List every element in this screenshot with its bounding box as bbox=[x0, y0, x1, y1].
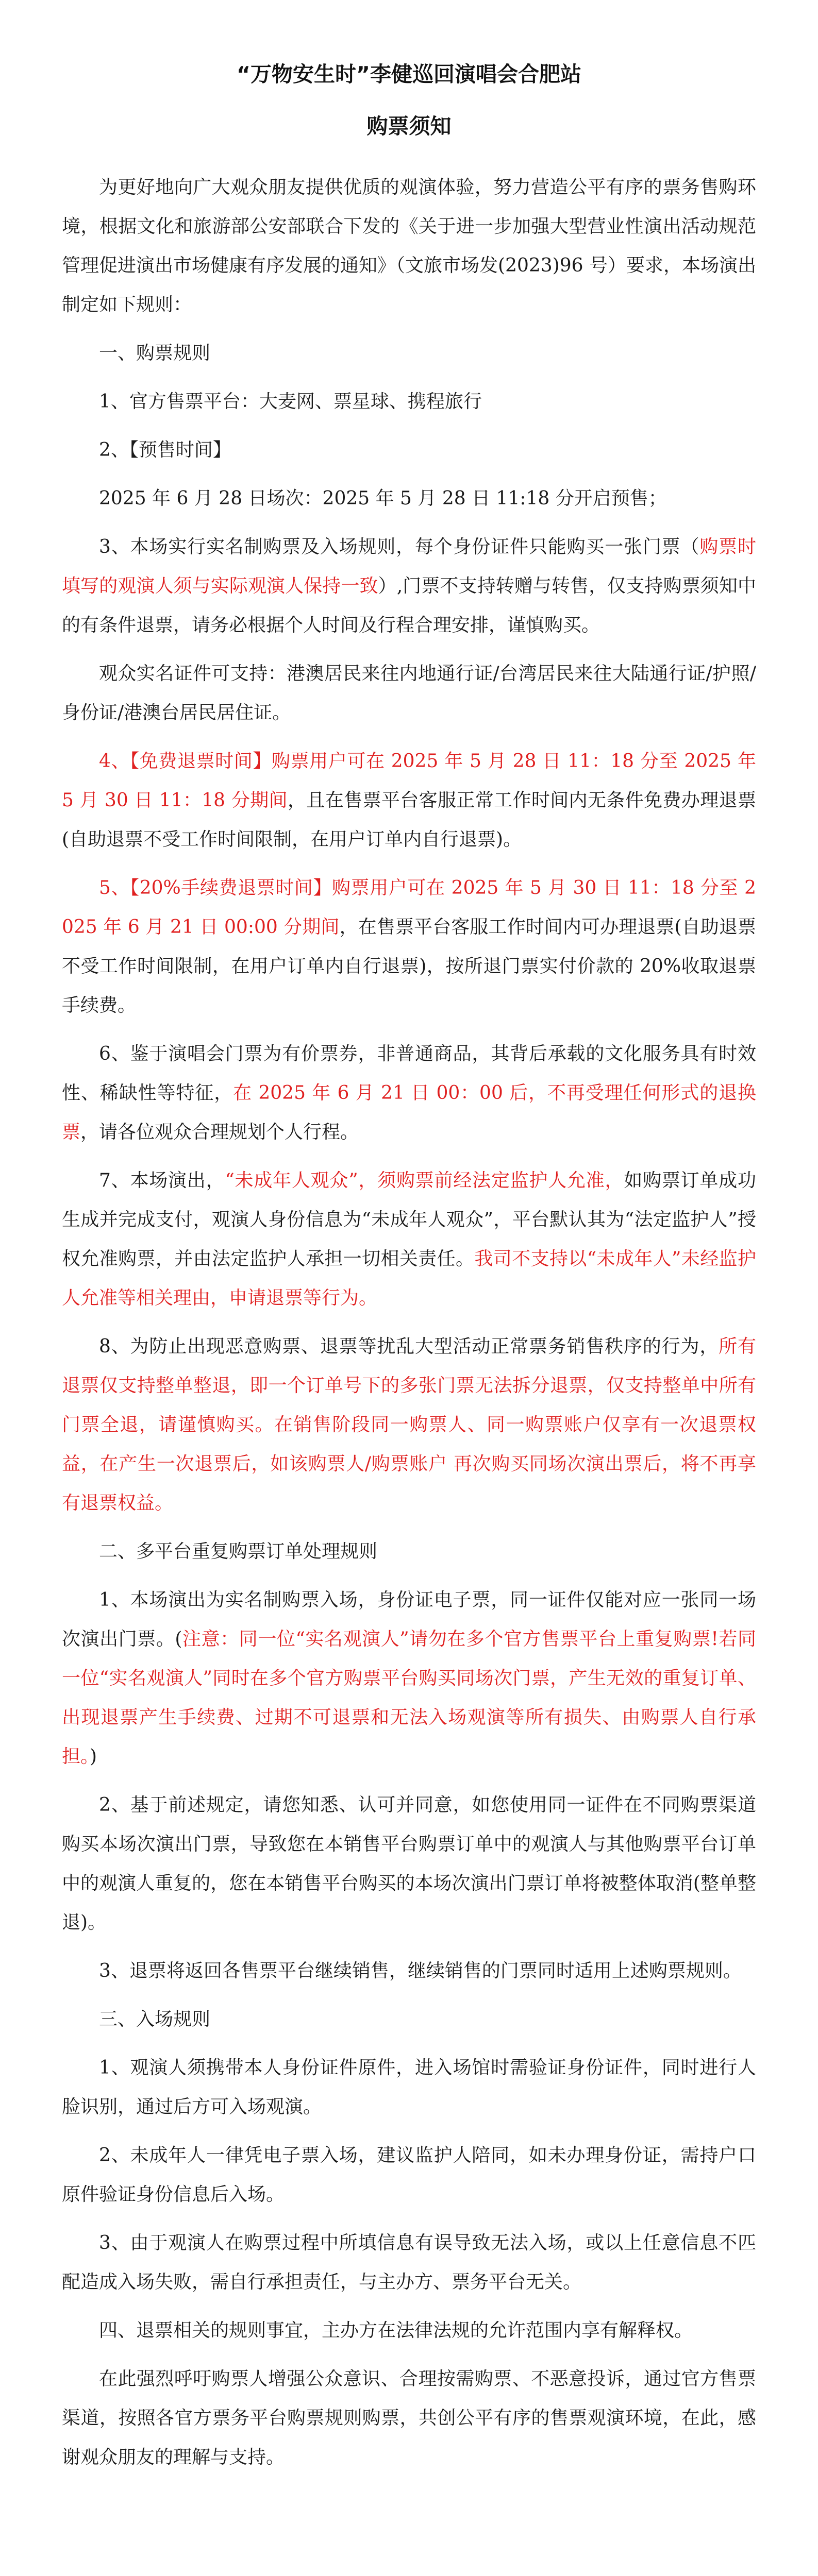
rule-minors-highlight-1: “未成年人观众”，须购票前经法定监护人允准， bbox=[225, 1170, 624, 1192]
rule-real-name-text-a: 3、本场实行实名制购票及入场规则，每个身份证件只能购买一张门票（ bbox=[99, 536, 700, 558]
rule-real-name-highlight: 购票时填写的观演人须与实际观演人保持一致 bbox=[62, 536, 756, 597]
rule-no-refund-text-a: 6、鉴于演唱会门票为有价票券，非普通商品，其背后承载的文化服务具有时效性、稀缺性等特征， bbox=[62, 1043, 756, 1104]
rule-presale-heading: 2、【预售时间】 bbox=[99, 439, 231, 461]
rule-real-name bbox=[62, 528, 756, 645]
rule-no-refund-after bbox=[62, 1035, 756, 1152]
rule-duplicate-cancellation: 2、基于前述规定，请您知悉、认可并同意，如您使用同一证件在不同购票渠道购买本场次演出门票，导致您在本销售平台购票订单中的观演人与其他购票平台订单中的观演人重复的，您在本销售平台购买的本场次演出门票订单将被整体取消(整单整退)。 bbox=[62, 1794, 756, 1934]
section-interpretation-right: 四、退票相关的规则事宜，主办方在法律法规的允许范围内享有解释权。 bbox=[99, 2320, 693, 2342]
rule-real-name-text-b: ）,门票不支持转赠与转售，仅支持购票须知中的有条件退票，请务必根据个人时间及行程合理安排，谨慎购买。 bbox=[62, 575, 756, 636]
rule-whole-order-highlight: 所有退票仅支持整单整退，即一个订单号下的多张门票无法拆分退票，仅支持整单中所有门票全退，请谨慎购买。在销售阶段同一购票人、同一购票账户仅享有一次退票权益，在产生一次退票后，如该购票人/购票账户 再次购买同场次演出票后，将不再享有退票权益。 bbox=[62, 1336, 756, 1514]
rule-duplicate-text-b: ) bbox=[90, 1746, 97, 1768]
page-title: “万物安生时”李健巡回演唱会合肥站 bbox=[237, 62, 581, 87]
rule-entry-id: 1、观演人须携带本人身份证件原件，进入场馆时需验证身份证件，同时进行人脸识别，通过后方可入场观演。 bbox=[62, 2057, 756, 2118]
rule-free-refund-highlight: 4、【免费退票时间】购票用户可在 2025 年 5 月 28 日 11：18 分至 2025 年 5 月 30 日 11：18 分期间 bbox=[62, 751, 756, 811]
section-heading-entry-rules: 三、入场规则 bbox=[99, 2009, 211, 2030]
rule-minors-text-a: 7、本场演出， bbox=[99, 1170, 225, 1192]
rule-duplicate-highlight: 注意：同一位“实名观演人”请勿在多个官方售票平台上重复购票!若同一位“实名观演人”同时在多个官方购票平台购买同场次门票，产生无效的重复订单、出现退票产生手续费、过期不可退票和无法入场观演等所有损失、由购票人自行承担。 bbox=[62, 1629, 756, 1768]
rule-duplicate-one-ticket bbox=[62, 1581, 756, 1776]
id-document-note: 观众实名证件可支持：港澳居民来往内地通行证/台湾居民来往大陆通行证/护照/身份证/港澳台居民居住证。 bbox=[62, 663, 756, 724]
rule-presale-time: 2025 年 6 月 28 日场次：2025 年 5 月 28 日 11:18 分开启预售； bbox=[99, 488, 667, 510]
page-subtitle: 购票须知 bbox=[366, 114, 452, 139]
rule-entry-info-error: 3、由于观演人在购票过程中所填信息有误导致无法入场，或以上任意信息不匹配造成入场失败，需自行承担责任，与主办方、票务平台无关。 bbox=[62, 2232, 756, 2293]
rule-fee-refund-highlight: 5、【20%手续费退票时间】购票用户可在 2025 年 5 月 30 日 11：18 分至 2025 年 6 月 21 日 00:00 分期间 bbox=[62, 877, 756, 938]
rule-minors bbox=[62, 1161, 756, 1318]
rule-no-refund-highlight: 在 2025 年 6 月 21 日 00：00 后，不再受理任何形式的退换票 bbox=[62, 1082, 756, 1143]
section-heading-duplicate-orders: 二、多平台重复购票订单处理规则 bbox=[99, 1541, 378, 1563]
rule-minors-text-b: 如购票订单成功生成并完成支付，观演人身份信息为“未成年人观众”，平台默认其为“法定监护人”授权允准购票，并由法定监护人承担一切相关责任。 bbox=[62, 1170, 756, 1270]
rule-entry-minors: 2、未成年人一律凭电子票入场，建议监护人陪同，如未办理身份证，需持户口原件验证身份信息后入场。 bbox=[62, 2145, 756, 2206]
rule-fee-refund bbox=[62, 869, 756, 1025]
rule-fee-refund-text: ，在售票平台客服工作时间内可办理退票(自助退票不受工作时间限制，在用户订单内自行退票)，按所退门票实付价款的 20%收取退票手续费。 bbox=[62, 917, 756, 1016]
intro-paragraph: 为更好地向广大观众朋友提供优质的观演体验，努力营造公平有序的票务售购环境，根据文化和旅游部公安部联合下发的《关于进一步加强大型营业性演出活动规范管理促进演出市场健康有序发展的通知》（文旅市场发(2023)96 号）要求，本场演出制定如下规则： bbox=[62, 177, 756, 316]
section-heading-purchase-rules: 一、购票规则 bbox=[99, 343, 211, 364]
rule-official-platforms: 1、官方售票平台：大麦网、票星球、携程旅行 bbox=[99, 391, 482, 413]
rule-whole-order-text: 8、为防止出现恶意购票、退票等扰乱大型活动正常票务销售秩序的行为， bbox=[99, 1336, 719, 1358]
rule-free-refund-text: ，且在售票平台客服正常工作时间内无条件免费办理退票(自助退票不受工作时间限制，在用户订单内自行退票)。 bbox=[62, 790, 756, 851]
rule-no-refund-text-b: ，请各位观众合理规划个人行程。 bbox=[80, 1122, 359, 1143]
rule-free-refund bbox=[62, 742, 756, 859]
rule-duplicate-resale: 3、退票将返回各售票平台继续销售，继续销售的门票同时适用上述购票规则。 bbox=[99, 1960, 742, 1982]
rule-whole-order-refund bbox=[62, 1327, 756, 1523]
closing-paragraph: 在此强烈呼吁购票人增强公众意识、合理按需购票、不恶意投诉，通过官方售票渠道，按照各官方票务平台购票规则购票，共创公平有序的售票观演环境，在此，感谢观众朋友的理解与支持。 bbox=[62, 2368, 756, 2468]
rule-duplicate-text-a: 1、本场演出为实名制购票入场，身份证电子票，同一证件仅能对应一张同一场次演出门票。( bbox=[62, 1589, 756, 1650]
rule-minors-highlight-2: 我司不支持以“未成年人”未经监护人允准等相关理由，申请退票等行为。 bbox=[62, 1248, 756, 1309]
